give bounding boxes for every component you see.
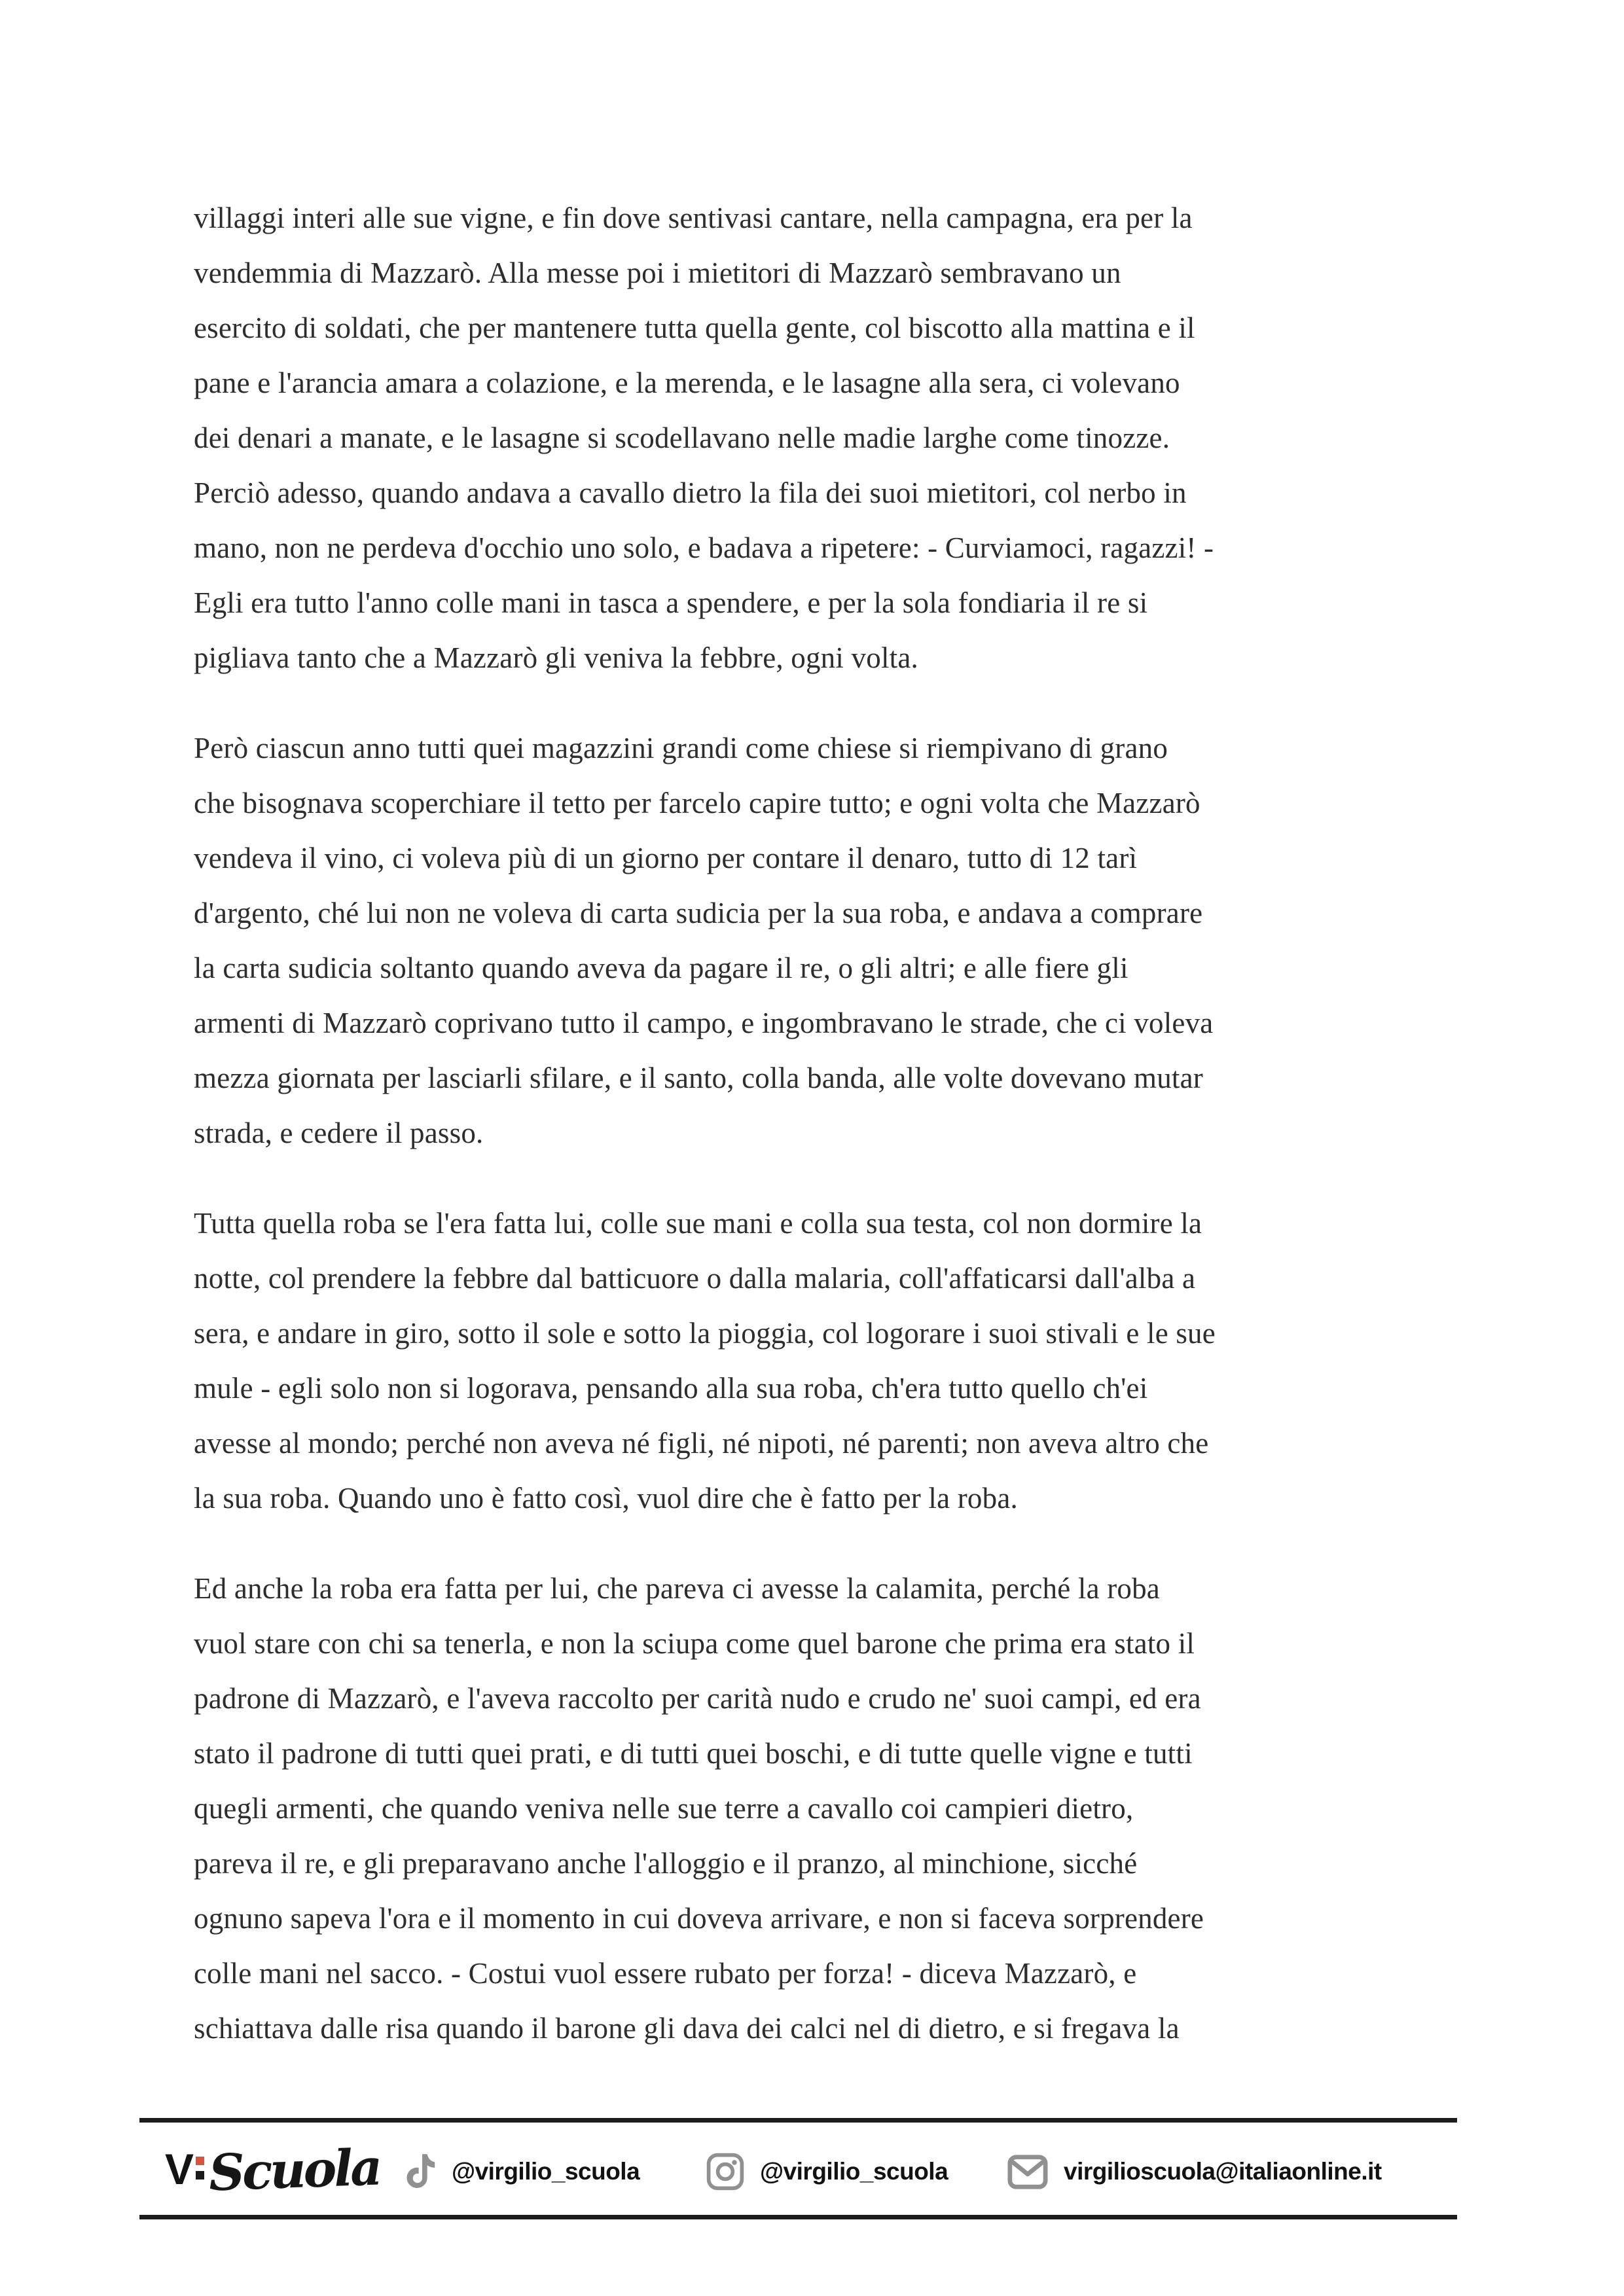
text-line: villaggi interi alle sue vigne, e fin dove sentivasi cantare, nella campagna, era per la [194,202,1193,234]
logo-wordmark: Scuola [208,2138,381,2202]
brand-logo [165,2138,381,2202]
tiktok-handle: @virgilio_scuola [452,2158,640,2185]
text-line: Perciò adesso, quando andava a cavallo dietro la fila dei suoi mietitori, col nerbo in [194,476,1187,509]
text-line: pigliava tanto che a Mazzarò gli veniva la febbre, ogni volta. [194,641,918,674]
text-line: vuol stare con chi sa tenerla, e non la sciupa come quel barone che prima era stato il [194,1627,1195,1660]
text-line: dei denari a manate, e le lasagne si scodellavano nelle madie larghe come tinozze. [194,422,1170,454]
text-line: quegli armenti, che quando veniva nelle sue terre a cavallo coi campieri dietro, [194,1792,1134,1825]
text-line: strada, e cedere il passo. [194,1117,484,1149]
text-line: stato il padrone di tutti quei prati, e di tutti quei boschi, e di tutte quelle vigne e tutti [194,1737,1193,1770]
footer-top-rule [139,2118,1457,2123]
text-line: colle mani nel sacco. - Costui vuol essere rubato per forza! - diceva Mazzarò, e [194,1957,1137,1990]
paragraph-4 [194,1561,1415,2056]
text-line: avesse al mondo; perché non aveva né figli, né nipoti, né parenti; non aveva altro che [194,1427,1209,1460]
email-icon [1007,2154,1048,2190]
text-line: mezza giornata per lasciarli sfilare, e il santo, colla banda, alle volte dovevano mutar [194,1062,1203,1094]
text-line: Egli era tutto l'anno colle mani in tasca a spendere, e per la sola fondiaria il re si [194,586,1148,619]
text-line: Tutta quella roba se l'era fatta lui, colle sue mani e colla sua testa, col non dormire la [194,1207,1202,1240]
text-line: schiattava dalle risa quando il barone gli dava dei calci nel di dietro, e si fregava la [194,2012,1180,2045]
text-line: vendemmia di Mazzarò. Alla messe poi i mietitori di Mazzarò sembravano un [194,257,1121,289]
tiktok-icon [403,2152,436,2191]
footer-tiktok [403,2149,640,2195]
text-line: mule - egli solo non si logorava, pensando alla sua roba, ch'era tutto quello ch'ei [194,1372,1148,1405]
text-line: ognuno sapeva l'ora e il momento in cui doveva arrivare, e non si faceva sorprendere [194,1902,1204,1935]
logo-colon-dot-bottom [196,2171,204,2179]
text-line: d'argento, ché lui non ne voleva di carta sudicia per la sua roba, e andava a comprare [194,897,1203,929]
text-line: Ed anche la roba era fatta per lui, che pareva ci avesse la calamita, perché la roba [194,1572,1160,1605]
text-line: notte, col prendere la febbre dal batticuore o dalla malaria, coll'affaticarsi dall'alba a [194,1262,1196,1295]
footer-bottom-rule [139,2215,1457,2219]
text-line: mano, non ne perdeva d'occhio uno solo, e badava a ripetere: - Curviamoci, ragazzi! - [194,531,1214,564]
instagram-handle: @virgilio_scuola [760,2158,948,2185]
text-line: la carta sudicia soltanto quando aveva da pagare il re, o gli altri; e alle fiere gli [194,952,1128,984]
text-line: sera, e andare in giro, sotto il sole e sotto la pioggia, col logorare i suoi stivali e le sue [194,1317,1216,1350]
page-text [194,190,1415,2091]
email-address: virgilioscuola@italiaonline.it [1064,2158,1382,2185]
text-line: vendeva il vino, ci voleva più di un giorno per contare il denaro, tutto di 12 tarì [194,842,1138,874]
footer-instagram [706,2149,948,2195]
logo-colon-dot-top [196,2157,204,2165]
text-line: esercito di soldati, che per mantenere tutta quella gente, col biscotto alla mattina e il [194,312,1195,344]
paragraph-3 [194,1196,1415,1526]
footer-email [1007,2149,1382,2195]
text-line: pareva il re, e gli preparavano anche l'alloggio e il pranzo, al minchione, sicché [194,1847,1138,1880]
instagram-icon [706,2153,744,2191]
paragraph-1 [194,190,1415,685]
paragraph-2 [194,721,1415,1160]
text-line: che bisognava scoperchiare il tetto per farcelo capire tutto; e ogni volta che Mazzarò [194,787,1200,819]
logo-colon [196,2157,204,2179]
text-line: armenti di Mazzarò coprivano tutto il campo, e ingombravano le strade, che ci voleva [194,1007,1214,1039]
logo-letter-v: V [165,2145,193,2193]
text-line: la sua roba. Quando uno è fatto così, vuol dire che è fatto per la roba. [194,1482,1018,1515]
text-line: padrone di Mazzarò, e l'aveva raccolto per carità nudo e crudo ne' suoi campi, ed era [194,1682,1201,1715]
text-line: pane e l'arancia amara a colazione, e la merenda, e le lasagne alla sera, ci volevano [194,367,1180,399]
text-line: Però ciascun anno tutti quei magazzini grandi come chiese si riempivano di grano [194,732,1168,764]
